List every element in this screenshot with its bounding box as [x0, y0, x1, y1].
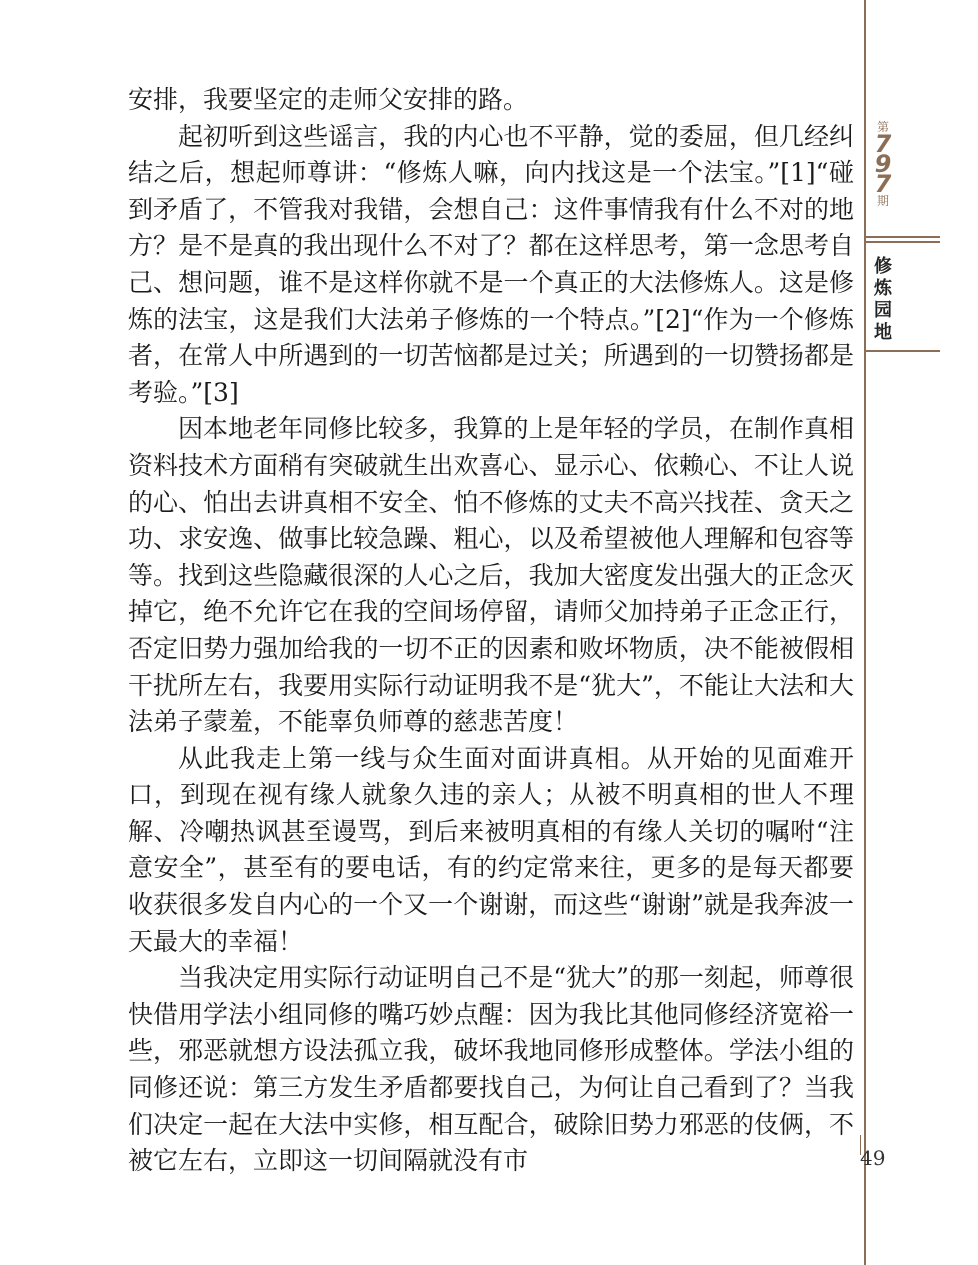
issue-digit-1: 7 [874, 130, 892, 158]
sidebar-lower-rule [864, 1185, 866, 1265]
issue-suffix: 期 [876, 194, 889, 208]
paragraph-4: 从此我走上第一线与众生面对面讲真相。从开始的见面难开口，到现在视有缘人就象久违的亲人；从被不明真相的世人不理解、冷嘲热讽甚至谩骂，到后来被明真相的有缘人关切的嘱咐“注意安全”，甚至有的要电话，有的约定常来往，更多的是每天都要收获很多发自内心的一个又一个谢谢，而这些“谢谢”就是我奔波一天最大的幸福！ [128, 743, 854, 956]
section-divider-top [866, 236, 940, 238]
issue-prefix: 第 [876, 120, 889, 134]
article-body [128, 82, 854, 1180]
issue-number [868, 120, 898, 208]
paragraph-2: 起初听到这些谣言，我的内心也不平静，觉的委屈，但几经纠结之后，想起师尊讲：“修炼人嘛，向内找这是一个法宝。”[1]“碰到矛盾了，不管我对我错，会想自己：这件事情我有什么不对的地方？是不是真的我出现什么不对了？都在这样思考，第一念思考自己、想问题，谁不是这样你就不是一个真正的大法修炼人。这是修炼的法宝，这是我们大法弟子修炼的一个特点。”[2]“作为一个修炼者，在常人中所遇到的一切苦恼都是过关；所遇到的一切赞扬都是考验。”[3] [128, 121, 854, 407]
issue-digit-3: 7 [874, 170, 892, 198]
section-title: 修炼园地 [874, 256, 892, 343]
issue-digit-2: 9 [874, 150, 892, 178]
section-divider-bottom [866, 241, 940, 243]
page-number: 49 [860, 1146, 886, 1170]
paragraph-1: 安排，我要坚定的走师父安排的路。 [128, 85, 529, 114]
sidebar-rule [864, 0, 866, 1265]
paragraph-3: 因本地老年同修比较多，我算的上是年轻的学员，在制作真相资料技术方面稍有突破就生出欢喜心、显示心、依赖心、不让人说的心、怕出去讲真相不安全、怕不修炼的丈夫不高兴找茬、贪天之功、求安逸、做事比较急躁、粗心，以及希望被他人理解和包容等等。找到这些隐藏很深的人心之后，我加大密度发出强大的正念灭掉它，绝不允许它在我的空间场停留，请师父加持弟子正念正行，否定旧势力强加给我的一切不正的因素和败坏物质，决不能被假相干扰所左右，我要用实际行动证明我不是“犹大”，不能让大法和大法弟子蒙羞，不能辜负师尊的慈悲苦度！ [128, 414, 854, 737]
paragraph-5: 当我决定用实际行动证明自己不是“犹大”的那一刻起，师尊很快借用学法小组同修的嘴巧妙点醒：因为我比其他同修经济宽裕一些，邪恶就想方设法孤立我，破坏我地同修形成整体。学法小组的同修还说：第三方发生矛盾都要找自己，为何让自己看到了？当我们决定一起在大法中实修，相互配合，破除旧势力邪恶的伎俩，不被它左右，立即这一切间隔就没有市 [128, 963, 854, 1176]
